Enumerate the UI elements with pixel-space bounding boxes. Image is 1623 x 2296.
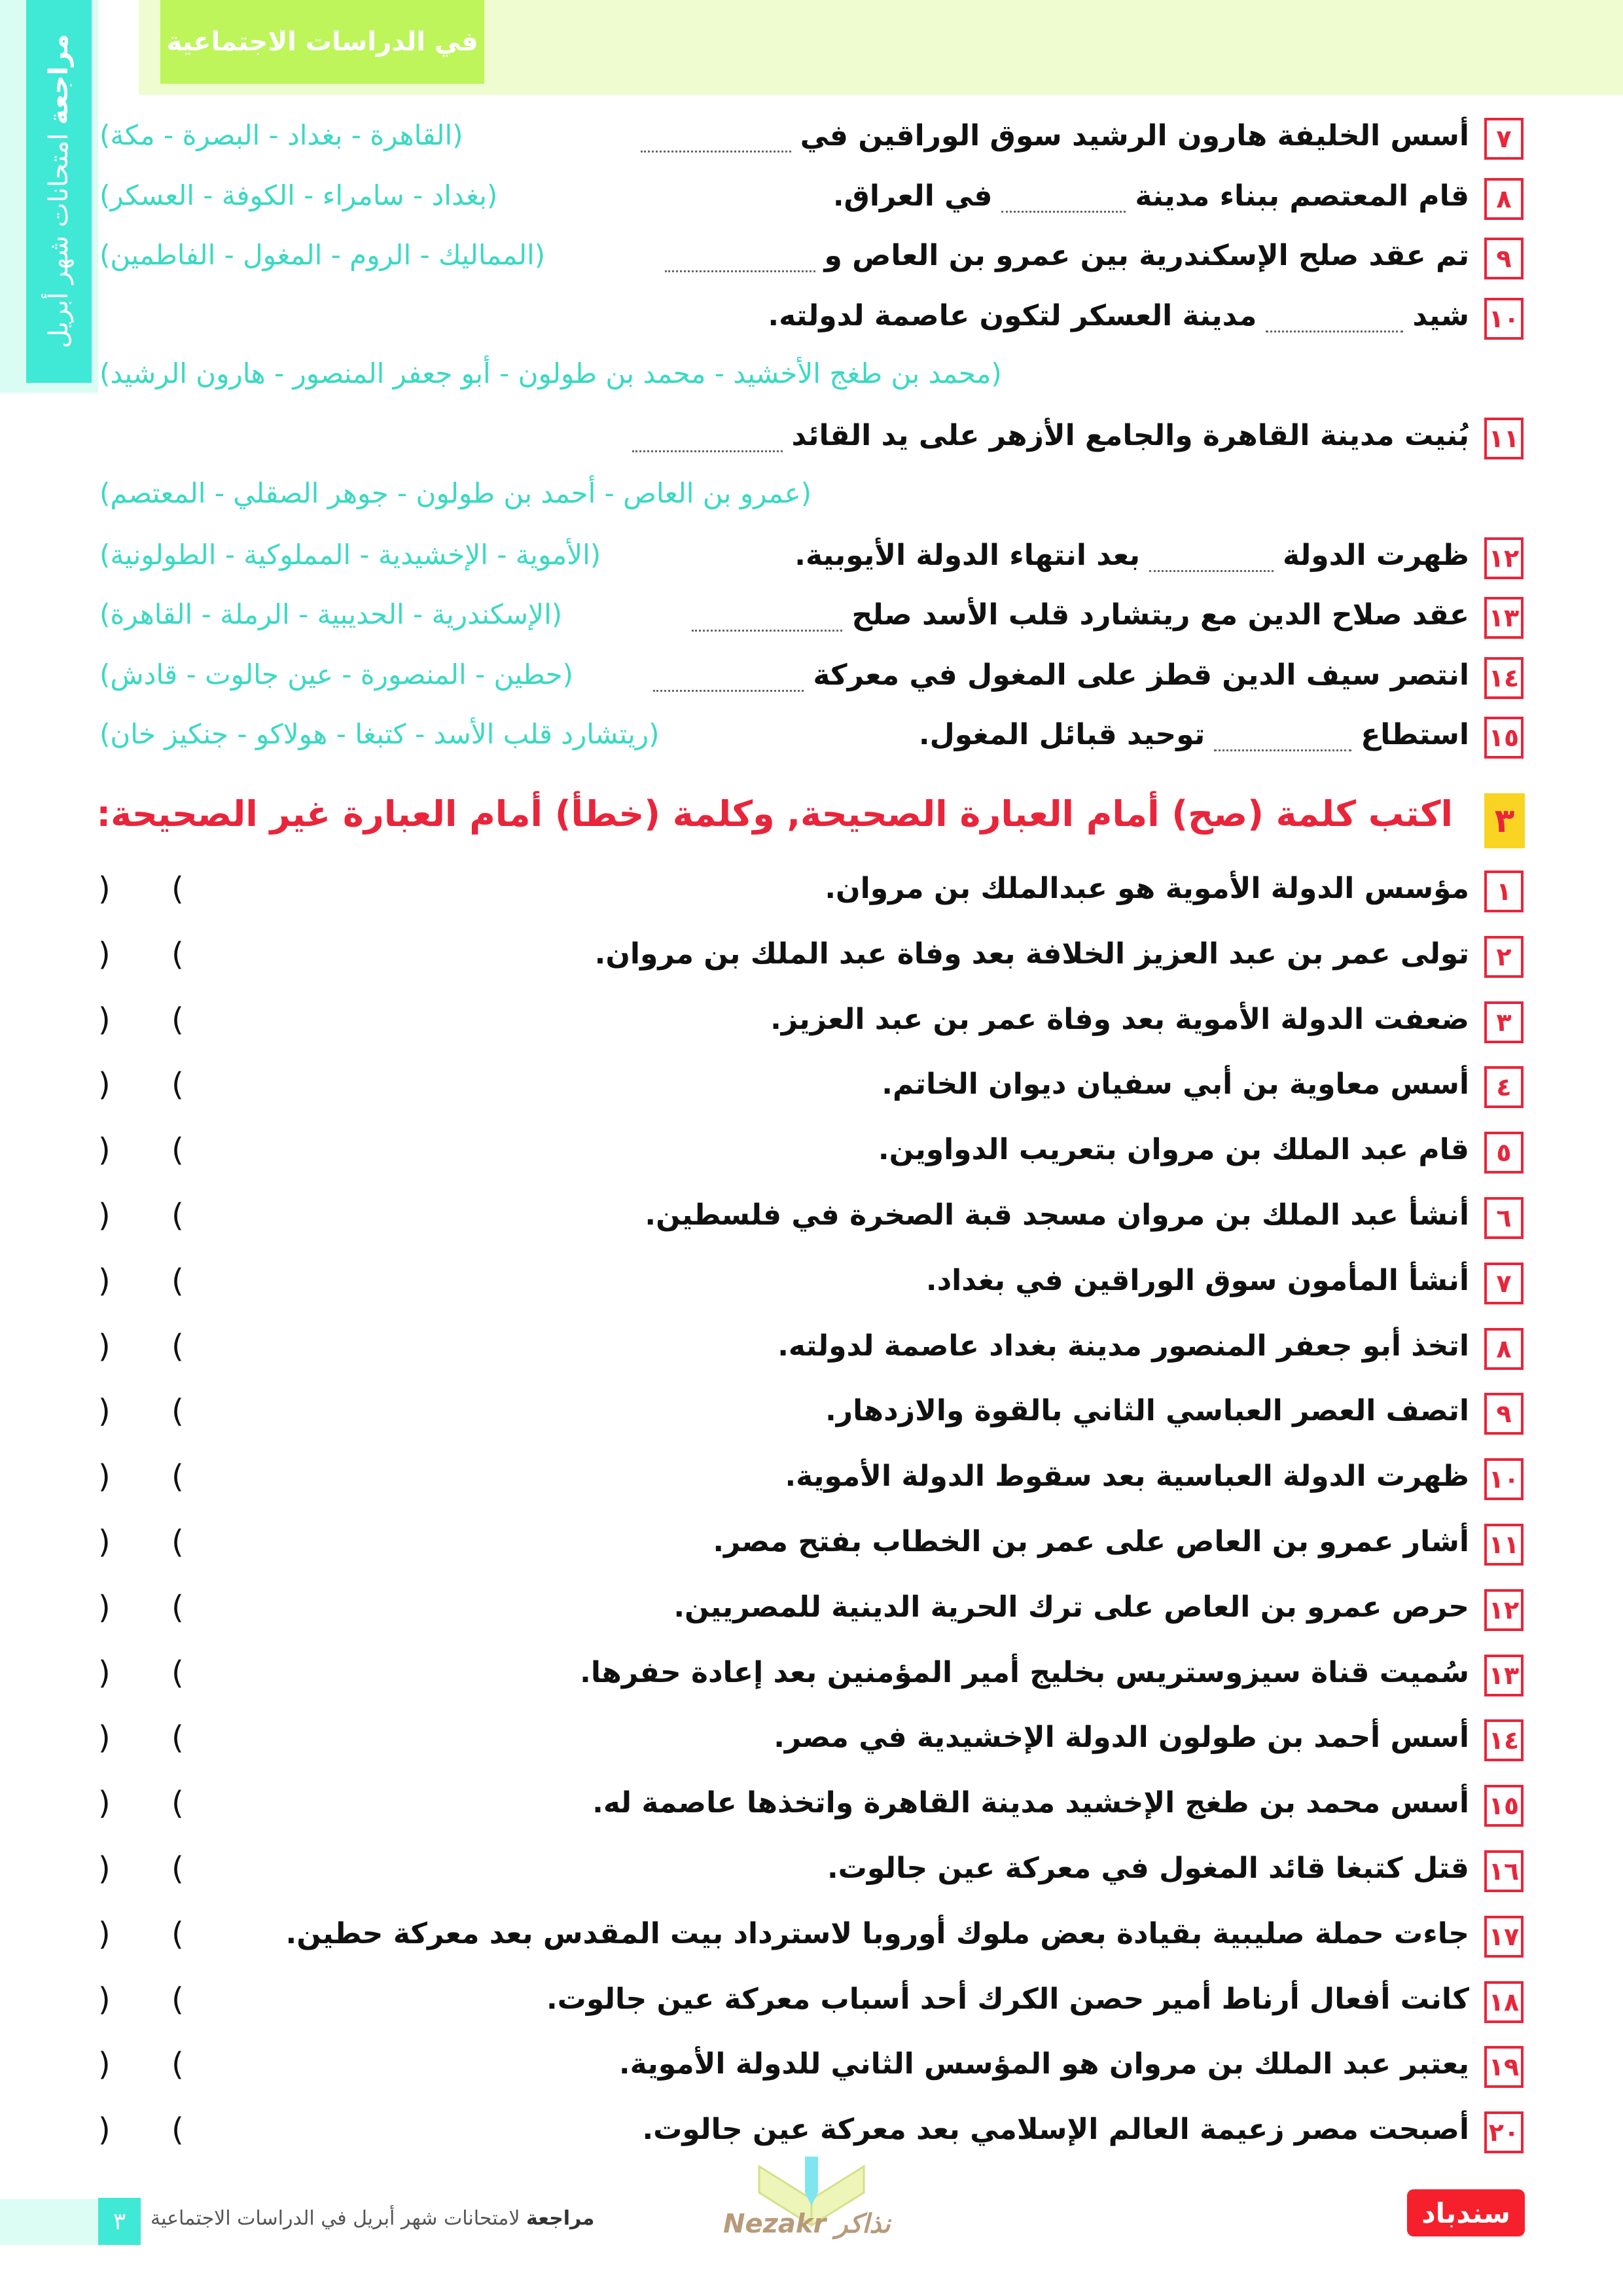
answer-bracket-close[interactable]: ) <box>98 1393 111 1430</box>
fill-question <box>0 537 1623 583</box>
answer-bracket-close[interactable]: ) <box>98 1915 111 1952</box>
answer-bracket-open[interactable]: ( <box>171 1066 184 1103</box>
answer-bracket-close[interactable]: ) <box>98 2111 111 2149</box>
answer-bracket-open[interactable]: ( <box>171 1132 184 1169</box>
answer-blank[interactable] <box>653 664 804 692</box>
question-number: ٧ <box>1484 118 1524 160</box>
answer-blank[interactable] <box>1001 185 1126 213</box>
question-text: جاءت حملة صليبية بقيادة بعض ملوك أوروبا لاسترداد بيت المقدس بعد معركة حطين. <box>285 1916 1469 1950</box>
question-text <box>794 539 1469 572</box>
question-number: ٦ <box>1484 1197 1524 1239</box>
true-false-question <box>0 1785 1623 1831</box>
question-number: ٢٠ <box>1484 2111 1524 2153</box>
question-number: ١٦ <box>1484 1850 1524 1892</box>
answer-options: (القاهرة - بغداد - البصرة - مكة) <box>99 119 463 151</box>
question-number: ٩ <box>1484 238 1524 279</box>
answer-bracket-close[interactable]: ) <box>98 1719 111 1757</box>
answer-bracket-open[interactable]: ( <box>171 1981 184 2018</box>
answer-bracket-close[interactable]: ) <box>98 1654 111 1691</box>
question-number: ٩ <box>1484 1393 1524 1435</box>
question-text: أسس أحمد بن طولون الدولة الإخشيدية في مصر. <box>774 1721 1469 1755</box>
question-text: أشار عمرو بن العاص على عمر بن الخطاب بفتح مصر. <box>713 1525 1469 1558</box>
answer-blank[interactable] <box>632 424 783 452</box>
question-text <box>833 179 1469 213</box>
question-text: أسس معاوية بن أبي سفيان ديوان الخاتم. <box>882 1067 1469 1102</box>
question-text: كانت أفعال أرناط أمير حصن الكرك أحد أسباب معركة عين جالوت. <box>546 1982 1469 2016</box>
question-number: ٤ <box>1484 1066 1524 1108</box>
sidebar-title-bold: مراجعة <box>44 33 74 125</box>
question-number: ١٩ <box>1484 2046 1524 2088</box>
answer-bracket-open[interactable]: ( <box>171 1524 184 1560</box>
question-number: ١٣ <box>1484 597 1524 639</box>
answer-bracket-close[interactable]: ) <box>98 1588 111 1626</box>
true-false-question <box>0 1328 1623 1374</box>
answer-bracket-close[interactable]: ) <box>98 1458 111 1496</box>
question-text <box>632 119 1469 152</box>
fill-question <box>0 717 1623 762</box>
answer-bracket-open[interactable]: ( <box>171 2111 184 2149</box>
question-text-before: انتصر سيف الدين قطز على المغول في معركة <box>813 658 1469 692</box>
answer-bracket-close[interactable]: ) <box>98 1066 111 1103</box>
true-false-question <box>0 870 1623 916</box>
question-number: ١٣ <box>1484 1655 1524 1696</box>
question-text: اتخذ أبو جعفر المنصور مدينة بغداد عاصمة لدولته. <box>777 1329 1469 1363</box>
footer-title-rest: لامتحانات شهر أبريل في الدراسات الاجتماعية <box>151 2207 520 2230</box>
question-number: ٧ <box>1484 1263 1524 1304</box>
header-subject: في الدراسات الاجتماعية <box>160 0 484 84</box>
question-text-before: أسس الخليفة هارون الرشيد سوق الوراقين في <box>800 119 1469 152</box>
answer-bracket-close[interactable]: ) <box>98 935 111 973</box>
true-false-question <box>0 1916 1623 1962</box>
question-number: ١١ <box>1484 418 1524 459</box>
question-text <box>683 598 1469 632</box>
answer-bracket-close[interactable]: ) <box>98 1197 111 1234</box>
page-number: ٣ <box>98 2198 141 2245</box>
answer-bracket-close[interactable]: ) <box>98 1785 111 1822</box>
question-text <box>656 239 1470 272</box>
answer-bracket-close[interactable]: ) <box>98 1524 111 1560</box>
question-text: أنشأ المأمون سوق الوراقين في بغداد. <box>925 1263 1469 1297</box>
answer-bracket-open[interactable]: ( <box>171 1719 184 1757</box>
question-text: يعتبر عبد الملك بن مروان هو المؤسس الثاني للدولة الأموية. <box>618 2047 1469 2081</box>
question-number: ١٧ <box>1484 1916 1524 1958</box>
question-number: ٨ <box>1484 178 1524 220</box>
question-text-after: بعد انتهاء الدولة الأيوبية. <box>794 538 1141 572</box>
answer-bracket-open[interactable]: ( <box>171 1654 184 1691</box>
answer-bracket-open[interactable]: ( <box>171 1262 184 1299</box>
footer-title-bold: مراجعة <box>526 2207 595 2230</box>
question-number: ٥ <box>1484 1132 1524 1174</box>
answer-bracket-open[interactable]: ( <box>171 1327 184 1365</box>
answer-blank[interactable] <box>1149 544 1274 572</box>
true-false-question <box>0 1066 1623 1112</box>
question-number: ٨ <box>1484 1328 1524 1370</box>
question-text-before: تم عقد صلح الإسكندرية بين عمرو بن العاص و <box>824 239 1469 272</box>
footer-mint-block <box>0 2199 98 2245</box>
question-text-before: شيد <box>1412 298 1469 332</box>
fill-question <box>0 298 1623 344</box>
question-text-before: عقد صلاح الدين مع ريتشارد قلب الأسد صلح <box>851 598 1469 632</box>
answer-bracket-close[interactable]: ) <box>98 1850 111 1887</box>
answer-bracket-open[interactable]: ( <box>171 1197 184 1234</box>
answer-bracket-open[interactable]: ( <box>171 2046 184 2083</box>
question-text: قتل كتبغا قائد المغول في معركة عين جالوت. <box>827 1852 1469 1885</box>
answer-bracket-open[interactable]: ( <box>171 1915 184 1952</box>
question-text: حرص عمرو بن العاص على ترك الحرية الدينية للمصريين. <box>673 1590 1469 1624</box>
answer-bracket-close[interactable]: ) <box>98 1981 111 2018</box>
question-number: ١١ <box>1484 1524 1524 1566</box>
answer-bracket-open[interactable]: ( <box>171 1785 184 1822</box>
answer-bracket-open[interactable]: ( <box>171 1393 184 1430</box>
question-number: ١٨ <box>1484 1981 1524 2023</box>
section-title: اكتب كلمة (صح) أمام العبارة الصحيحة, وكلمة (خطأ) أمام العبارة غير الصحيحة: <box>96 793 1453 834</box>
answer-bracket-open[interactable]: ( <box>171 935 184 973</box>
question-text: أصبحت مصر زعيمة العالم الإسلامي بعد معركة عين جالوت. <box>642 2113 1469 2147</box>
question-number: ٢ <box>1484 936 1524 978</box>
question-text: اتصف العصر العباسي الثاني بالقوة والازدهار. <box>825 1394 1469 1428</box>
question-number: ٣ <box>1484 1001 1524 1043</box>
sidebar-title-rest: امتحانات شهر أبريل <box>44 133 74 349</box>
question-text-after: في العراق. <box>832 179 993 213</box>
true-false-question <box>0 1981 1623 2027</box>
fill-question <box>0 657 1623 703</box>
question-number: ١٠ <box>1484 1458 1524 1500</box>
fill-question <box>0 238 1623 283</box>
question-number: ١٤ <box>1484 1719 1524 1761</box>
fill-question <box>0 597 1623 643</box>
question-text-before: قام المعتصم ببناء مدينة <box>1135 179 1469 213</box>
question-text: أسس محمد بن طغج الإخشيد مدينة القاهرة واتخذها عاصمة له. <box>592 1786 1469 1820</box>
true-false-question <box>0 1197 1623 1243</box>
fill-question <box>0 418 1623 463</box>
question-number: ١٥ <box>1484 1785 1524 1827</box>
answer-blank[interactable] <box>1214 723 1351 751</box>
brand-badge: سندباد <box>1407 2189 1525 2236</box>
question-text: تولى عمر بن عبد العزيز الخلافة بعد وفاة عبد الملك بن مروان. <box>594 937 1469 971</box>
fill-question <box>0 118 1623 164</box>
true-false-question <box>0 1458 1623 1504</box>
answer-bracket-open[interactable]: ( <box>171 1458 184 1496</box>
true-false-question <box>0 936 1623 982</box>
section-number: ٣ <box>1484 793 1525 848</box>
answer-bracket-open[interactable]: ( <box>171 1588 184 1626</box>
answer-bracket-close[interactable]: ) <box>98 870 111 907</box>
fill-question <box>0 178 1623 224</box>
answer-options: (محمد بن طغج الأخشيد - محمد بن طولون - أبو جعفر المنصور - هارون الرشيد) <box>99 357 1002 389</box>
true-false-question <box>0 1524 1623 1570</box>
answer-options: (الأموية - الإخشيدية - المملوكية - الطولونية) <box>99 538 601 571</box>
question-number: ١٢ <box>1484 1589 1524 1631</box>
answer-options: (حطين - المنصورة - عين جالوت - قادش) <box>99 658 573 691</box>
answer-bracket-open[interactable]: ( <box>171 1850 184 1887</box>
question-text: سُميت قناة سيزوستريس بخليج أمير المؤمنين بعد إعادة حفرها. <box>580 1655 1469 1689</box>
answer-options: (الإسكندرية - الحديبية - الرملة - القاهرة) <box>99 598 563 630</box>
answer-blank[interactable] <box>641 124 791 152</box>
true-false-question <box>0 1393 1623 1439</box>
true-false-question <box>0 1132 1623 1177</box>
question-text-after: مدينة العسكر لتكون عاصمة لدولته. <box>768 298 1257 332</box>
true-false-question <box>0 2046 1623 2092</box>
question-text: مؤسس الدولة الأموية هو عبدالملك بن مروان. <box>825 872 1469 905</box>
answer-options: (ريتشارد قلب الأسد - كتبغا - هولاكو - جنكيز خان) <box>99 718 660 750</box>
question-text-before: بُنيت مدينة القاهرة والجامع الأزهر على يد القائد <box>791 418 1469 452</box>
question-text: قام عبد الملك بن مروان بتعريب الدواوين. <box>878 1133 1469 1167</box>
answer-bracket-close[interactable]: ) <box>98 2046 111 2083</box>
answer-blank[interactable] <box>1266 304 1403 332</box>
question-number: ١٥ <box>1484 717 1524 759</box>
true-false-question <box>0 1001 1623 1047</box>
question-number: ١ <box>1484 870 1524 912</box>
true-false-question <box>0 1719 1623 1765</box>
answer-options: (بغداد - سامراء - الكوفة - العسكر) <box>99 179 498 211</box>
true-false-question <box>0 1589 1623 1635</box>
question-text: ظهرت الدولة العباسية بعد سقوط الدولة الأموية. <box>785 1460 1469 1494</box>
question-text <box>919 718 1469 751</box>
answer-bracket-close[interactable]: ) <box>98 1327 111 1365</box>
answer-options: (عمرو بن العاص - أحمد بن طولون - جوهر الصقلي - المعتصم) <box>99 477 812 509</box>
question-text: ضعفت الدولة الأموية بعد وفاة عمر بن عبد العزيز. <box>770 1002 1469 1036</box>
question-text <box>623 419 1469 452</box>
question-text-before: ظهرت الدولة <box>1283 538 1469 572</box>
answer-blank[interactable] <box>692 603 842 632</box>
answer-bracket-close[interactable]: ) <box>98 1001 111 1038</box>
question-number: ١٤ <box>1484 657 1524 699</box>
answer-options: (المماليك - الروم - المغول - الفاطمين) <box>99 239 546 271</box>
question-text-after: توحيد قبائل المغول. <box>918 718 1205 751</box>
question-text <box>644 658 1469 692</box>
answer-bracket-close[interactable]: ) <box>98 1262 111 1299</box>
answer-bracket-open[interactable]: ( <box>171 870 184 907</box>
answer-bracket-open[interactable]: ( <box>171 1001 184 1038</box>
footer-title <box>151 2207 594 2230</box>
answer-blank[interactable] <box>665 244 815 272</box>
question-text: أنشأ عبد الملك بن مروان مسجد قبة الصخرة في فلسطين. <box>645 1198 1469 1232</box>
true-false-question <box>0 2111 1623 2157</box>
question-text <box>768 299 1469 332</box>
question-text-before: استطاع <box>1361 718 1469 751</box>
true-false-question <box>0 1850 1623 1896</box>
true-false-question <box>0 1263 1623 1308</box>
question-number: ١٠ <box>1484 298 1524 340</box>
true-false-question <box>0 1655 1623 1700</box>
question-number: ١٢ <box>1484 537 1524 579</box>
answer-bracket-close[interactable]: ) <box>98 1132 111 1169</box>
logo-text: Nezakr نذاكر <box>723 2209 891 2239</box>
